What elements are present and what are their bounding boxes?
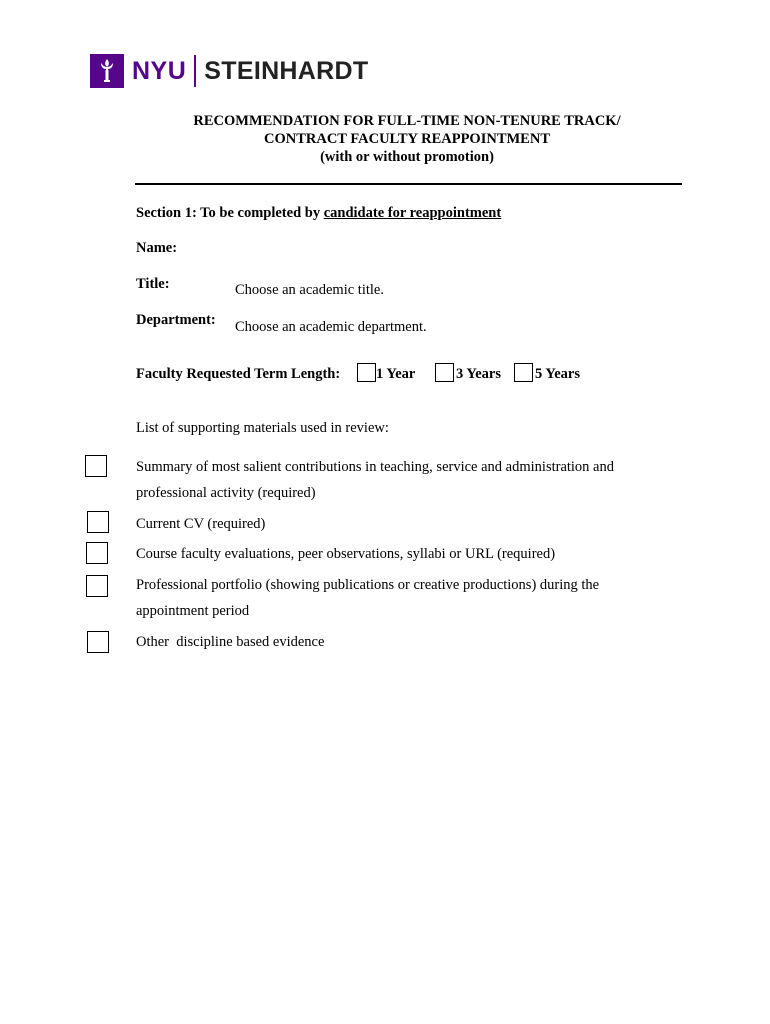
term-5-years-checkbox[interactable] [514, 363, 533, 382]
evaluations-checkbox[interactable] [86, 542, 108, 564]
logo-university: NYU [132, 56, 187, 85]
department-label: Department: [136, 312, 216, 328]
form-title-line1: RECOMMENDATION FOR FULL-TIME NON-TENURE TRACK/ [193, 113, 621, 129]
nyu-steinhardt-logo [90, 53, 368, 89]
summary-checkbox[interactable] [85, 455, 107, 477]
logo-divider [194, 55, 196, 87]
portfolio-text-line2: appointment period [136, 603, 250, 619]
term-1-year-checkbox[interactable] [357, 363, 376, 382]
evaluations-text: Course faculty evaluations, peer observations, syllabi or URL (required) [136, 546, 556, 562]
section1-heading-underlined: candidate for reappointment [323, 205, 502, 221]
department-dropdown[interactable]: Choose an academic department. [235, 319, 427, 335]
term-1-year-label: 1 Year [376, 366, 416, 382]
term-3-years-label: 3 Years [456, 366, 501, 382]
other-evidence-text: Other discipline based evidence [136, 634, 325, 650]
other-evidence-checkbox[interactable] [87, 631, 109, 653]
portfolio-checkbox[interactable] [86, 575, 108, 597]
title-dropdown[interactable]: Choose an academic title. [235, 282, 384, 298]
torch-icon [90, 54, 124, 88]
logo-school: STEINHARDT [204, 56, 369, 85]
section1-heading-prefix: Section 1: To be completed by [136, 205, 324, 221]
materials-heading: List of supporting materials used in review: [136, 420, 389, 436]
portfolio-text-line1: Professional portfolio (showing publications or creative productions) during the [136, 577, 600, 593]
section1-heading [136, 205, 501, 222]
cv-text: Current CV (required) [136, 516, 266, 532]
summary-text-line1: Summary of most salient contributions in teaching, service and administration and [136, 459, 614, 475]
form-title-line2: CONTRACT FACULTY REAPPOINTMENT [264, 131, 550, 147]
term-length-label: Faculty Requested Term Length: [136, 366, 341, 382]
term-3-years-checkbox[interactable] [435, 363, 454, 382]
cv-checkbox[interactable] [87, 511, 109, 533]
name-label: Name: [136, 240, 178, 256]
term-5-years-label: 5 Years [535, 366, 580, 382]
summary-text-line2: professional activity (required) [136, 485, 316, 501]
header-divider [135, 183, 682, 185]
title-label: Title: [136, 276, 170, 292]
form-subtitle: (with or without promotion) [320, 149, 494, 165]
